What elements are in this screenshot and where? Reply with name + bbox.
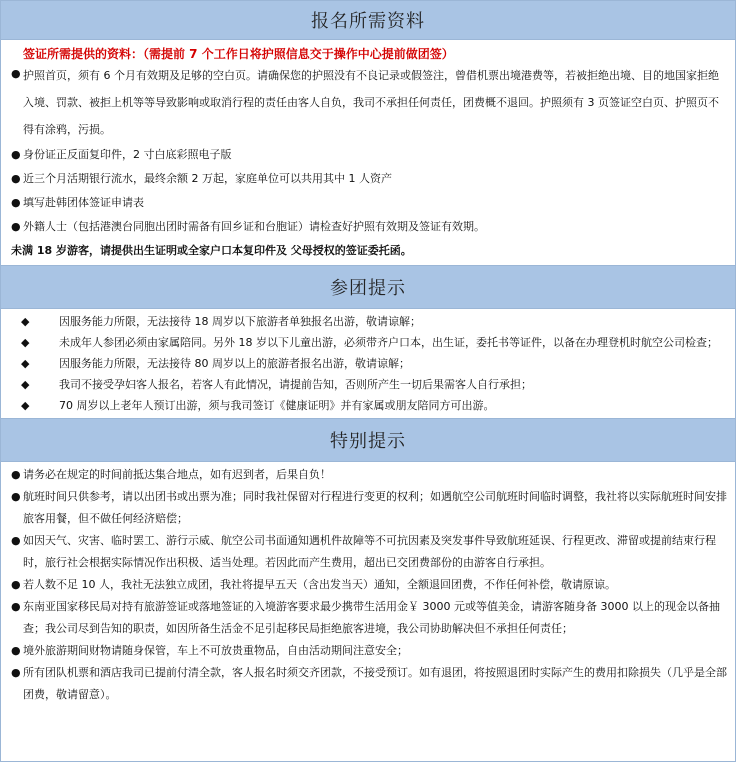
section-header-required-docs: 报名所需资料 <box>1 1 735 40</box>
bullet-icon: ● <box>11 534 21 547</box>
bullet-icon: ● <box>11 578 21 591</box>
list-item: ● 护照首页，须有 6 个月有效期及足够的空白页。请确保您的护照没有不良记录或假签注，曾借机票出境港费等，若被拒绝出境、目的地国家拒绝入境、罚款、被拒上机等等导致影响或取消行程的责任由客人自负，我司不承担任何责任，团费概不退回。护照须有 3 页签证空白页、护照页不得有涂鸦，污损。 <box>1 62 735 143</box>
special-notes-section <box>1 462 735 706</box>
diamond-icon: ◆ <box>21 378 30 391</box>
bullet-icon: ● <box>11 468 21 481</box>
list-item: ● 航班时间只供参考，请以出团书或出票为准；同时我社保留对行程进行变更的权利；如遇航空公司航班时间临时调整，我社将以实际航班时间安排旅客用餐，但不做任何经济赔偿； <box>1 486 735 530</box>
list-item: ● 近三个月活期银行流水，最终余额 2 万起，家庭单位可以共用其中 1 人资产 <box>1 167 735 191</box>
bullet-icon: ● <box>11 220 21 233</box>
diamond-icon: ◆ <box>21 315 30 328</box>
bullet-icon: ● <box>11 666 21 679</box>
required-docs-section <box>1 40 735 263</box>
list-item: ◆ 未成年人参团必须由家属陪同。另外 18 岁以下儿童出游，必须带齐户口本，出生证，委托书等证件，以备在办理登机时航空公司检查； <box>1 332 735 353</box>
list-item: ◆ 我司不接受孕妇客人报名，若客人有此情况，请提前告知，否则所产生一切后果需客人自行承担； <box>1 374 735 395</box>
list-item: ◆ 70 周岁以上老年人预订出游，须与我司签订《健康证明》并有家属或朋友陪同方可出游。 <box>1 395 735 416</box>
list-item: ◆ 因服务能力所限，无法接待 18 周岁以下旅游者单独报名出游，敬请谅解； <box>1 311 735 332</box>
bullet-icon: ● <box>11 600 21 613</box>
bullet-icon: ● <box>11 644 21 657</box>
list-item: ● 东南亚国家移民局对持有旅游签证或落地签证的入境游客要求最少携带生活用金￥ 3000 元或等值美金，请游客随身备 3000 以上的现金以备抽查；我公司尽到告知的职责，如因所备生活金不足引起移民局拒绝旅客进境，我公司协助解决但不承担任何责任； <box>1 596 735 640</box>
list-item: ● 身份证正反面复印件，2 寸白底彩照电子版 <box>1 143 735 167</box>
bullet-icon: ● <box>11 490 21 503</box>
minor-note: 未满 18 岁游客，请提供出生证明或全家户口本复印件及 父母授权的签证委托函。 <box>11 244 412 257</box>
list-item: ● 填写赴韩团体签证申请表 <box>1 191 735 215</box>
diamond-icon: ◆ <box>21 336 30 349</box>
list-item: ◆ 因服务能力所限，无法接待 80 周岁以上的旅游者报名出游，敬请谅解； <box>1 353 735 374</box>
diamond-icon: ◆ <box>21 357 30 370</box>
visa-note: 签证所需提供的资料：（需提前 7 个工作日将护照信息交于操作中心提前做团签） <box>23 47 454 61</box>
list-item: ● 境外旅游期间财物请随身保管，车上不可放贵重物品，自由活动期间注意安全； <box>1 640 735 662</box>
bullet-icon: ● <box>11 67 21 80</box>
list-item: ● 外籍人士（包括港澳台同胞出团时需备有回乡证和台胞证）请检查好护照有效期及签证有效期。 <box>1 215 735 239</box>
list-item: ● 所有团队机票和酒店我司已提前付清全款，客人报名时须交齐团款，不接受预订。如有退团，将按照退团时实际产生的费用扣除损失（几乎是全部团费，敬请留意）。 <box>1 662 735 706</box>
section-header-special-notes: 特别提示 <box>1 418 735 462</box>
tour-tips-section <box>1 309 735 418</box>
diamond-icon: ◆ <box>21 399 30 412</box>
list-item: ● 如因天气、灾害、临时罢工、游行示威、航空公司书面通知遇机件故障等不可抗因素及突发事件导致航班延误、行程更改、滞留或提前结束行程时，旅行社会根据实际情况作出积极、适当处理。若因此而产生费用，超出已交团费部份的由游客自行承担。 <box>1 530 735 574</box>
bullet-icon: ● <box>11 196 21 209</box>
bullet-icon: ● <box>11 172 21 185</box>
list-item: ● 请务必在规定的时间前抵达集合地点，如有迟到者，后果自负！ <box>1 464 735 486</box>
list-item: ● 若人数不足 10 人，我社无法独立成团，我社将提早五天（含出发当天）通知，全额退回团费，不作任何补偿，敬请原谅。 <box>1 574 735 596</box>
bullet-icon: ● <box>11 148 21 161</box>
section-header-tour-tips: 参团提示 <box>1 265 735 309</box>
